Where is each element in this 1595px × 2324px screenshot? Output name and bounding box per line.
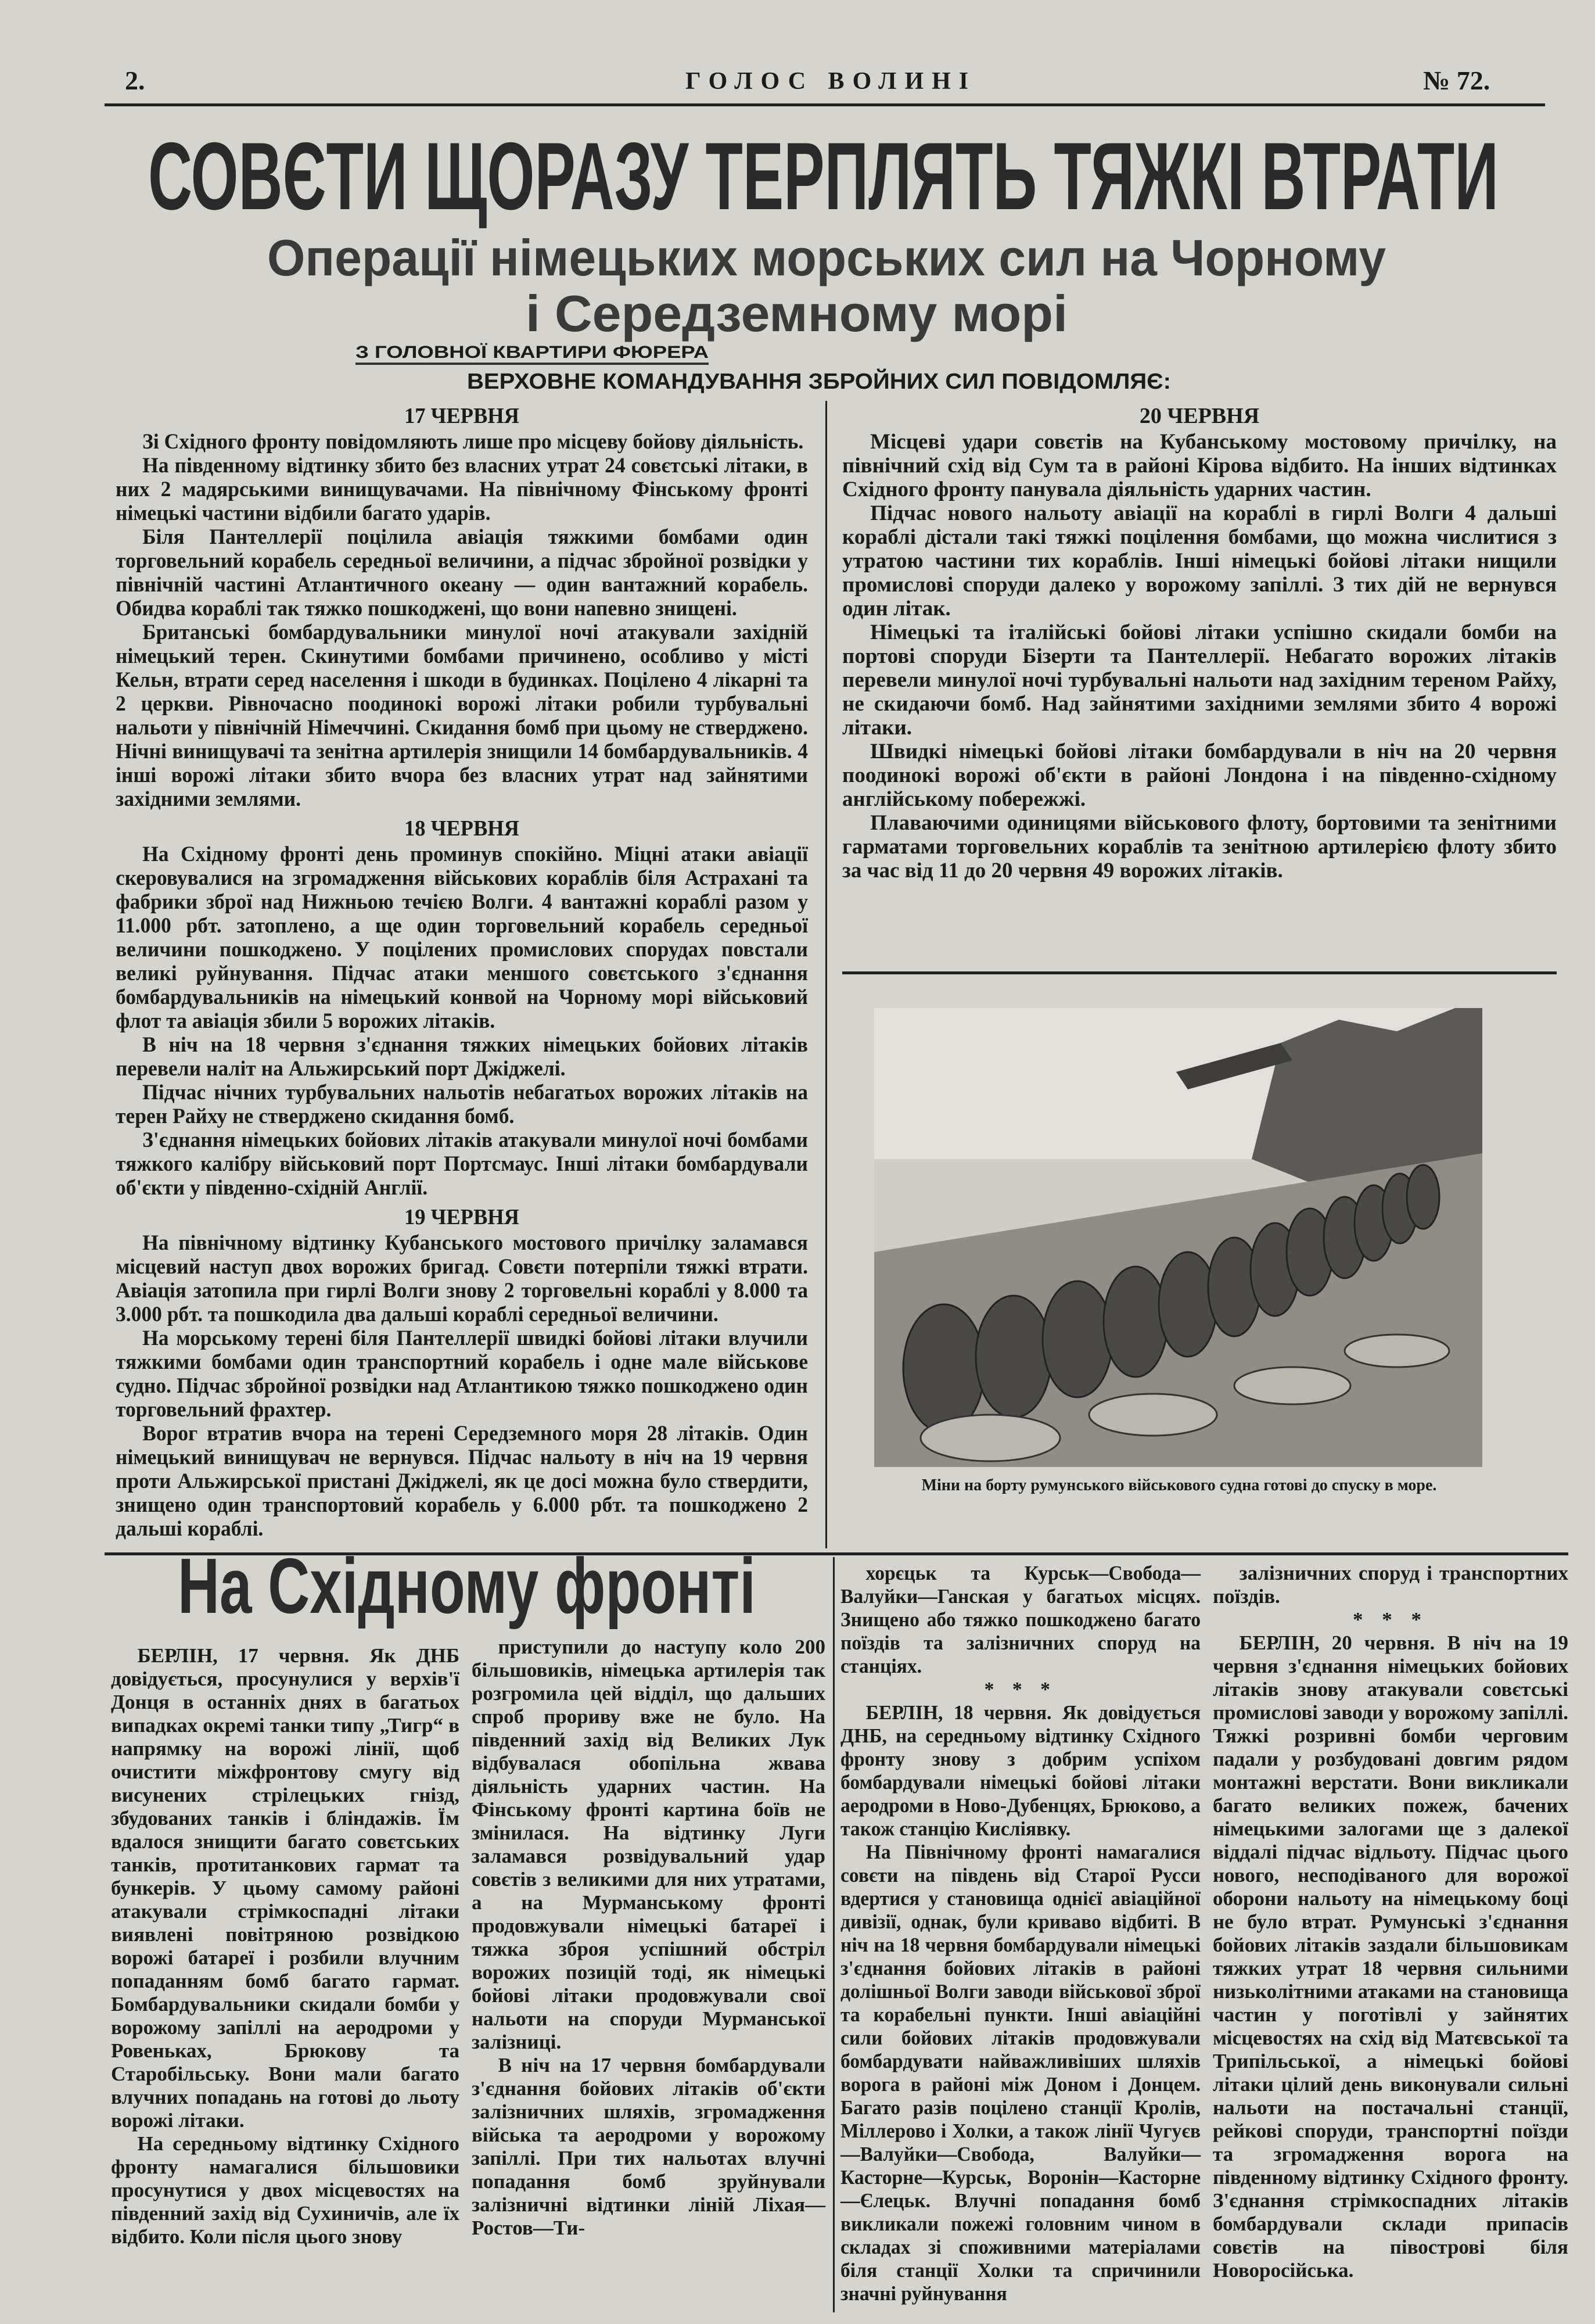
article-paragraph: БЕРЛІН, 18 червня. Як довідується ДНБ, на середньому відтинку Східного фронту знову з добрим успіхом бомбардували німецькі бойові літаки аеродроми в Ново-Дубенцях, Брюково, а також станцію Кисліявку. [840,1701,1201,1840]
photo-caption: Міни на борту румунського військового судна готові до спуску в море. [921,1476,1437,1494]
article-paragraph: БЕРЛІН, 17 червня. Як ДНБ довідується, просунулися у верхів'ї Донця в останніх днях в багатьох випадках окремі танки типу „Тигр“ в напрямку на ворожі лінії, щоб очистити міжфронтову смугу від висунених стрілецьких гнізд, збудованих танків і бліндажів. Їм вдалося знищити багато совєтських танків, протитанкових гармат та бункерів. У цьому самому районі атакували стрімкоспадні літаки виявлені повітряною розвідкою ворожі батареї і розбили влучним попаданням бомб багато гармат. Бомбардувальники скидали бомби у ворожому запіллі на аеродроми у Ровеньках, Брюкову та Старобільську. Вони мали багато влучних попадань на готові до льоту ворожі літаки. [111,1644,459,2132]
article-paragraph: З'єднання німецьких бойових літаків атакували минулої ночі бомбами тяжкого калібру військовий порт Портсмаус. Інші літаки бомбардували об'єкти у південно-східній Англії. [116,1128,808,1200]
issue-number: № 72. [1423,66,1490,95]
article-paragraph: залізничних споруд і транспортних поїздів. [1213,1562,1568,1608]
header-rule [105,103,1545,106]
right-column-text [842,403,1557,883]
article-paragraph: Німецькі та італійські бойові літаки успішно скидали бомби на портові споруди Бізерти та Пантеллерії. Небагато ворожих літаків перевели минулої ночі турбувальні нальоти над західним тереном Райху, не скидаючи бомб. Над зайнятими західними землями збито 4 ворожі літаки. [842,621,1557,740]
article-paragraph: В ніч на 18 червня з'єднання тяжких німецьких бойових літаків перевели наліт на Альжирський порт Джіджелі. [116,1033,808,1081]
announcement: ВЕРХОВНЕ КОМАНДУВАННЯ ЗБРОЙНИХ СИЛ ПОВІДОМЛЯЄ: [467,370,1171,394]
bottom-headline-box [178,1542,756,1630]
bottom-column-2-text [472,1636,825,2240]
article-paragraph: хорєцьк та Курськ—Свобода—Валуйки—Ганская у багатьох місцях. Знищено або тяжко пошкоджено багато поїздів та залізничних споруд на станціях. [840,1562,1201,1677]
bottom-column-3-text [840,1562,1201,2305]
headline-box [148,123,1499,229]
article-paragraph: На південному відтинку збито без власних утрат 24 совєтські літаки, в них 2 мадярськими винищувачами. На північному Фінському фронті німецькі частини відбили багато ударів. [116,454,808,525]
article-paragraph: На Північному фронті намагалися совєти на південь від Старої Русси вдертися у становища однієї авіаційної дивізії, однак, були криваво відбиті. В ніч на 18 червня бомбардували німецькі з'єднання бойових літаків в районі долішньої Волги заводи військової зброї та корабельні пункти. Інші авіаційні сили бойових літаків продовжували бомбардувати найважливіших шляхів ворога в районі між Доном і Донцем. Багато разів поцілено станції Кролів, Міллерово і Холки, а також лінії Чугуєв—Валуйки—Свобода, Валуйки—Касторне—Курськ, Воронін—Касторне—Єлецьк. Влучні попадання бомб викликали пожежі головним чином в складах зі споживними матеріалами біля станції Холки та спричинили значні руйнування [840,1841,1201,2305]
article-paragraph: На Східному фронті день проминув спокійно. Міцні атаки авіації скеровувалися на згромадження військових кораблів біля Астрахані та фабрики зброї над Нижньою течією Волги. 4 вантажні кораблі разом у 11.000 рбт. затоплено, а ще один торговельний корабель середньої величини пошкоджено. У поцілених промислових спорудах повстали великі руйнування. Підчас атаки меншого совєтського з'єднання бомбардувальників на німецький конвой на Чорному морі військовий флот та авіація збили 5 ворожих літаків. [116,842,808,1033]
left-column [116,399,808,1546]
bottom-column-2 [472,1636,825,2312]
article-paragraph: На північному відтинку Кубанського мостового причілку заламався місцевий наступ двох ворожих бригад. Совєти потерпіли тяжкі втрати. Авіація затопила при гирлі Волги знову 2 торговельні кораблі у 8.000 та 3.000 рбт. та пошкодила два дальші кораблі середньої величини. [116,1231,808,1326]
date-heading: 20 ЧЕРВНЯ [1139,404,1260,428]
article-paragraph: Підчас нічних турбувальних нальотів небагатьох ворожих літаків на терен Райху не стверджено скидання бомб. [116,1081,808,1128]
article-paragraph: В ніч на 17 червня бомбардували з'єднання бойових літаків об'єкти залізничних шляхів, згромадження війська та аеродроми у ворожому запіллі. При тих нальотах влучні попадання бомб зруйнували залізничні відтинки ліній Ліхая—Ростов—Ти- [472,2054,825,2239]
article-paragraph: Ворог втратив вчора на терені Середземного моря 28 літаків. Один німецький винищувач не вернувся. Підчас нальоту в ніч на 19 червня проти Альжирської пристані Джіджелі, як це досі можна було ствердити, знищено один транспортовий корабель у 6.000 рбт. та пошкоджено 2 дальші кораблі. [116,1422,808,1541]
date-heading: 19 ЧЕРВНЯ [404,1205,520,1229]
bottom-column-1-text [111,1644,459,2248]
subheadline-line-1-box [267,231,1386,285]
source-line: З ГОЛОВНОЇ КВАРТИРИ ФЮРЕРА [355,343,709,362]
headline: СОВЄТИ ЩОРАЗУ ТЕРПЛЯТЬ ТЯЖКІ ВТРАТИ [148,123,1499,229]
source-box [355,343,709,365]
article-paragraph: Швидкі німецькі бойові літаки бомбардували в ніч на 20 червня поодинокі ворожі об'єкти в районі Лондона і на південно-східному англійському побережжі. [842,740,1557,811]
date-heading: 18 ЧЕРВНЯ [404,816,520,841]
article-paragraph: На морському терені біля Пантеллерії швидкі бойові літаки влучили тяжкими бомбами один транспортний корабель і одне мале військове судно. Підчас збройної розвідки над Атлантикою тяжко пошкоджено один торговельний фрахтер. [116,1326,808,1422]
bottom-column-3 [840,1562,1201,2314]
article-paragraph: Місцеві удари совєтів на Кубанському мостовому причілку, на північний схід від Сум та в районі Кірова відбито. На інших відтинках Східного фронту панувала діяльність ударних частин. [842,430,1557,501]
page-number: 2. [125,66,145,95]
announcement-box [467,370,1171,394]
bottom-column-1 [111,1644,459,2312]
article-paragraph: Біля Пантеллерії поцілила авіація тяжкими бомбами один торговельний корабель середньої величини, а підчас збройної розвідки у північній частині Атлантичного океану — один вантажний корабель. Обидва кораблі так тяжко пошкоджені, що вони напевно знищені. [116,525,808,621]
article-paragraph: На середньому відтинку Східного фронту намагалися більшовики просунутися у двох місцевостях на південний захід від Сухиничів, але їх відбито. Коли після цього знову [111,2132,459,2248]
article-paragraph: БЕРЛІН, 20 червня. В ніч на 19 червня з'єднання німецьких бойових літаків знову атакували совєтські промислові заводи у ворожому запіллі. Тяжкі розривні бомби черговим падали у розбудовані довгим рядом монтажні верстати. Вони викликали багато великих пожеж, бачених німецькими залогами ще з далекої віддалі підчас відльоту. Підчас цього нового, несподіваного для ворожої оборони нальоту на німецькому боці не було втрат. Румунські з'єднання бойових літаків заздали більшовикам тяжких утрат 18 червня сильними низьколітними атаками на становища частин у поготівлі у зайнятих місцевостях на схід від Матєвської та Трипільської, а німецькі бойові літаки цілий день виконували сильні нальоти на постачальні станції, рейкові споруди, транспортні поїзди та згромадження ворога на південному відтинку Східного фронту. З'єднання стрімкоспадних літаків бомбардували склади припасів совєтів на півострові біля Новоросійська. [1213,1631,1568,2282]
article-paragraph: Підчас нового нальоту авіації на кораблі в гирлі Волги 4 дальші кораблі дістали такі тяжкі поцілення бомбами, що можна числитися з утратою частини тих кораблів. Інші німецькі бойові літаки нищили промислові споруди далеко у ворожому запіллі. З тих дій не вернувся один літак. [842,501,1557,621]
photo-mines-on-ship [874,1008,1482,1467]
section-separator: * * * [1353,1608,1428,1631]
subheadline-line-2-box [526,287,1068,340]
article-paragraph: Британські бомбардувальники минулої ночі атакували західній німецький терен. Скинутими бомбами причинено, особливо у місті Кельн, втрати серед населення і шкоди в будинках. Поцілено 4 лікарні та 2 церкви. Рівночасно поодинокі ворожі літаки робили турбувальні нальоти у північній Німеччині. Скидання бомб при цьому не стверджено. Нічні винищувачі та зенітна артилерія знищили 14 бомбардувальників. 4 інші ворожі літаки збито вчора без власних утрат над зайнятими західними землями. [116,621,808,811]
subheadline-line-2: і Середземному морі [526,285,1068,342]
article-paragraph: Зі Східного фронту повідомляють лише про місцеву бойову діяльність. [142,430,804,454]
date-heading: 17 ЧЕРВНЯ [404,404,520,428]
photo-illustration [874,1008,1482,1467]
right-column-rule [842,971,1557,974]
column-divider [825,401,827,1548]
right-column [842,399,1557,965]
article-paragraph: приступили до наступу коло 200 більшовиків, німецька артилерія так розгромила цей відділ, що дальших спроб прориву вже не було. На південний захід від Великих Лук відбувалася обопільна жвава діяльність ударних частин. На Фінському фронті картина боїв не змінилася. На відтинку Луги заламався розвідувальний удар совєтів з великими для них утратами, а на Мурманському фронті продовжували німецькі батареї і тяжка зброя успішний обстріл ворожих позицій тоді, як німецькі бойові літаки продовжували свої нальоти на споруди Мурманської залізниці. [472,1636,825,2053]
section-separator: * * * [984,1678,1057,1701]
bottom-column-4-text [1213,1562,1568,2282]
bottom-divider [833,1557,835,2312]
newspaper-title: ГОЛОС ВОЛИНІ [685,68,977,95]
subheadline-line-1: Операції німецьких морських сил на Чорному [267,229,1386,286]
left-column-text [116,403,808,1541]
bottom-headline: На Східному фронті [178,1542,756,1630]
bottom-column-4 [1213,1562,1568,2314]
article-paragraph: Плаваючими одиницями військового флоту, бортовими та зенітними гарматами торговельних кораблів та зенітною артилерією флоту збито за час від 11 до 20 червня 49 ворожих літаків. [842,811,1557,883]
